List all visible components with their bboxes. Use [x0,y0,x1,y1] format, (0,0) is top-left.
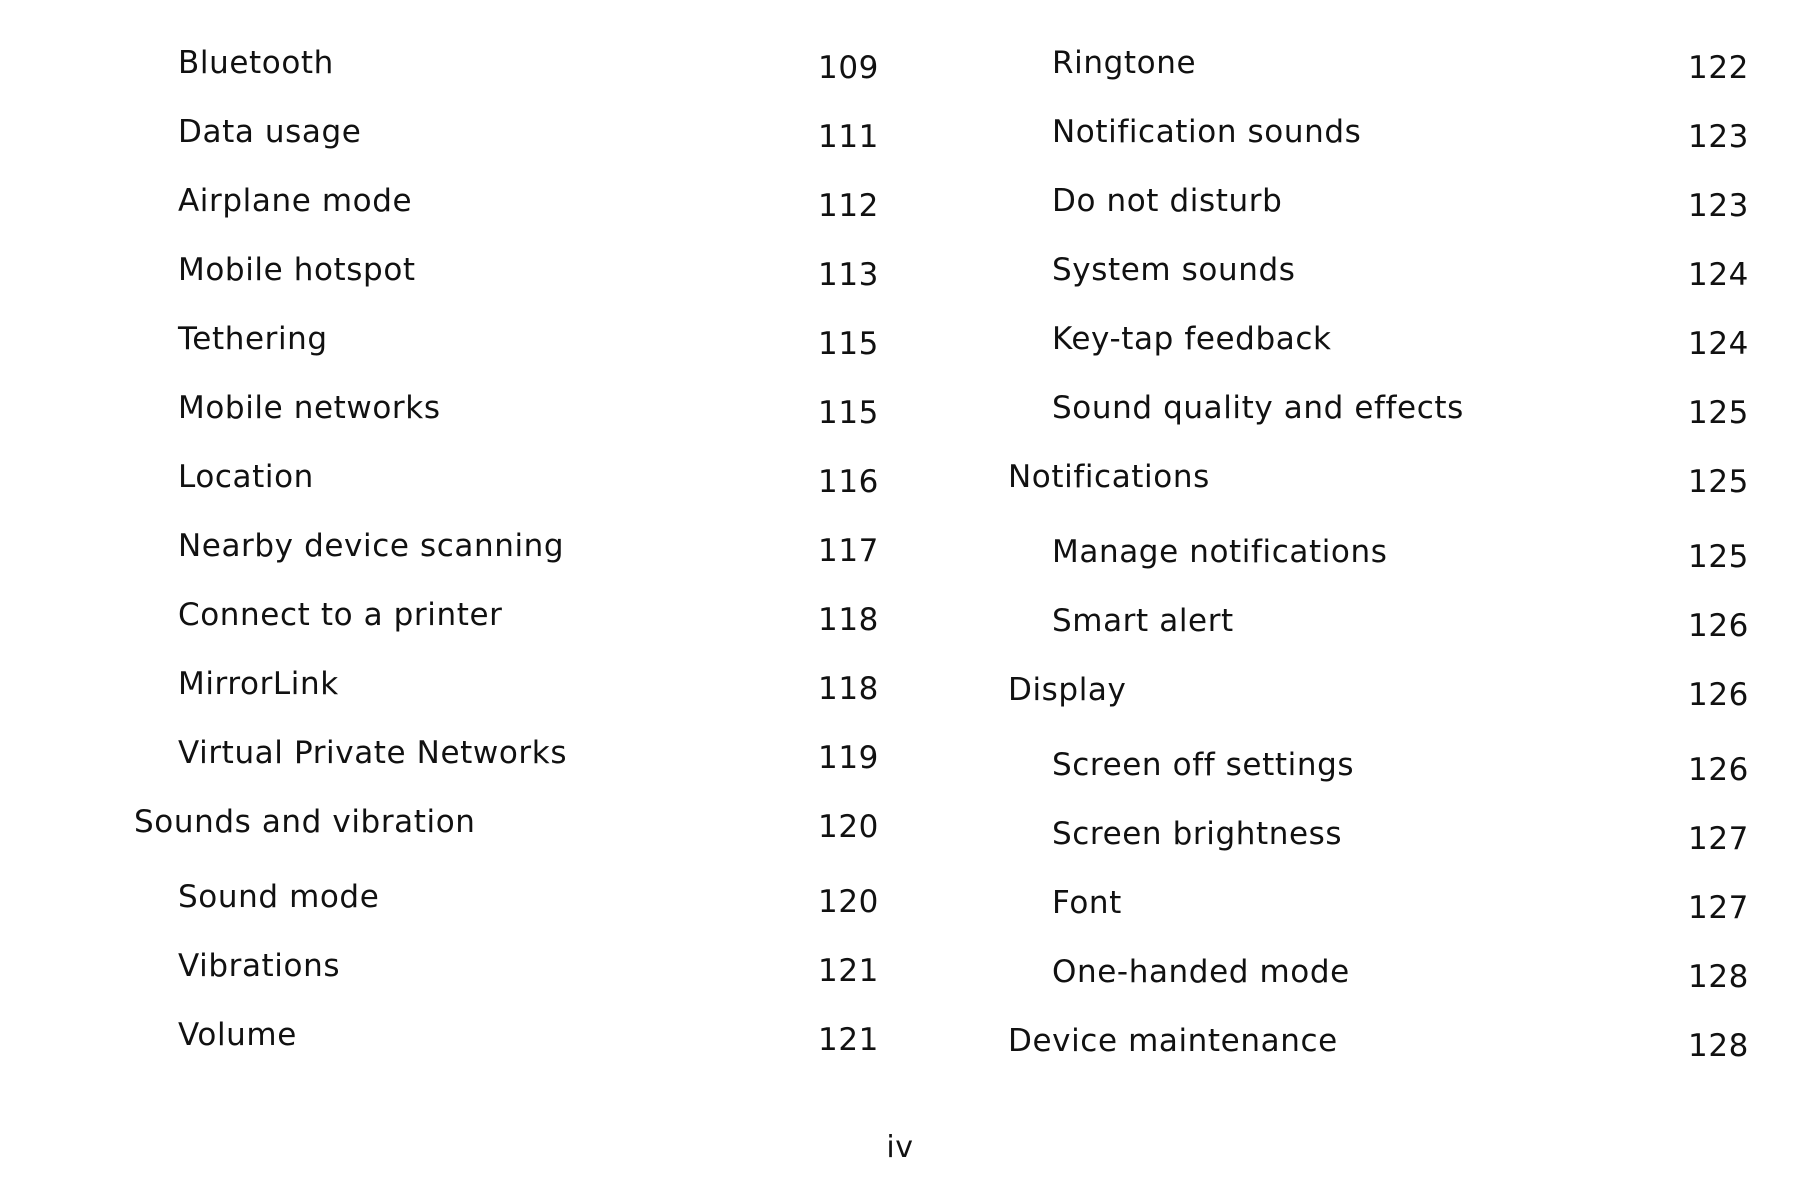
toc-entry-label: Manage notifications [1052,534,1388,570]
toc-entry-label: Tethering [178,321,328,357]
toc-entry-label: One-handed mode [1052,954,1350,990]
toc-entry-label: MirrorLink [178,666,339,702]
toc-entry[interactable] [134,44,879,113]
toc-entry[interactable] [134,113,879,182]
toc-section-page: 125 [1688,464,1749,500]
toc-entry-label: System sounds [1052,252,1296,288]
toc-entry-page: 112 [818,188,879,224]
toc-entry-label: Data usage [178,114,362,150]
toc-entry-page: 119 [818,740,879,776]
toc-entry-label: Location [178,459,314,495]
toc-entry[interactable] [1008,182,1749,251]
toc-entry[interactable] [1008,389,1749,458]
toc-section-heading[interactable] [1008,671,1749,746]
toc-entry[interactable] [134,527,879,596]
toc-entry-page: 124 [1688,257,1749,293]
toc-entry-label: Virtual Private Networks [178,735,568,771]
toc-entry-page: 126 [1688,608,1749,644]
toc-entry-label: Screen off settings [1052,747,1355,783]
toc-entry[interactable] [1008,602,1749,671]
toc-entry-page: 120 [818,884,879,920]
toc-entry[interactable] [134,251,879,320]
toc-section-heading[interactable] [1008,458,1749,533]
toc-entry[interactable] [1008,113,1749,182]
toc-entry-page: 116 [818,464,879,500]
toc-entry[interactable] [1008,815,1749,884]
toc-section-page: 128 [1688,1028,1749,1064]
toc-entry-label: Sound quality and effects [1052,390,1464,426]
toc-section-label: Sounds and vibration [134,804,476,840]
toc-entry[interactable] [1008,44,1749,113]
toc-entry-page: 123 [1688,188,1749,224]
toc-entry[interactable] [134,1016,879,1085]
toc-entry-page: 125 [1688,395,1749,431]
toc-entry[interactable] [134,182,879,251]
toc-entry-label: Mobile networks [178,390,441,426]
toc-section-heading[interactable] [134,803,879,878]
toc-entry-page: 118 [818,602,879,638]
toc-entry[interactable] [134,878,879,947]
toc-entry-label: Ringtone [1052,45,1197,81]
toc-entry[interactable] [1008,320,1749,389]
toc-section-page: 120 [818,809,879,845]
toc-entry-page: 111 [818,119,879,155]
toc-entry-label: Connect to a printer [178,597,503,633]
toc-entry-page: 113 [818,257,879,293]
toc-entry-page: 126 [1688,752,1749,788]
toc-section-label: Notifications [1008,459,1210,495]
toc-section-page: 126 [1688,677,1749,713]
toc-entry-label: Do not disturb [1052,183,1283,219]
toc-column-left [134,44,879,1085]
toc-entry-label: Key-tap feedback [1052,321,1332,357]
toc-entry-page: 121 [818,953,879,989]
toc-entry[interactable] [1008,953,1749,1022]
toc-entry[interactable] [134,947,879,1016]
toc-section-label: Display [1008,672,1127,708]
toc-entry-page: 118 [818,671,879,707]
toc-entry[interactable] [1008,884,1749,953]
toc-entry-label: Nearby device scanning [178,528,565,564]
toc-entry-page: 124 [1688,326,1749,362]
toc-entry-page: 121 [818,1022,879,1058]
toc-entry-label: Vibrations [178,948,341,984]
toc-entry-label: Screen brightness [1052,816,1343,852]
toc-entry-label: Bluetooth [178,45,334,81]
toc-entry-page: 123 [1688,119,1749,155]
toc-section-heading[interactable] [1008,1022,1749,1097]
toc-entry-label: Volume [178,1017,297,1053]
toc-entry[interactable] [1008,746,1749,815]
toc-entry-label: Sound mode [178,879,380,915]
toc-entry-label: Smart alert [1052,603,1234,639]
toc-column-right [1008,44,1749,1097]
toc-entry-label: Font [1052,885,1122,921]
toc-entry[interactable] [134,320,879,389]
toc-entry[interactable] [134,458,879,527]
toc-entry[interactable] [134,596,879,665]
toc-entry-page: 128 [1688,959,1749,995]
toc-entry-page: 127 [1688,890,1749,926]
toc-entry-page: 122 [1688,50,1749,86]
toc-entry-page: 127 [1688,821,1749,857]
toc-entry-page: 109 [818,50,879,86]
toc-entry-label: Mobile hotspot [178,252,416,288]
toc-entry[interactable] [134,734,879,803]
toc-entry[interactable] [1008,251,1749,320]
toc-entry-label: Notification sounds [1052,114,1362,150]
toc-entry-page: 117 [818,533,879,569]
toc-entry[interactable] [1008,533,1749,602]
toc-entry-page: 115 [818,326,879,362]
toc-entry-page: 125 [1688,539,1749,575]
toc-entry-label: Airplane mode [178,183,413,219]
toc-entry[interactable] [134,665,879,734]
toc-entry-page: 115 [818,395,879,431]
page-number: iv [886,1130,914,1165]
toc-entry[interactable] [134,389,879,458]
toc-section-label: Device maintenance [1008,1023,1338,1059]
